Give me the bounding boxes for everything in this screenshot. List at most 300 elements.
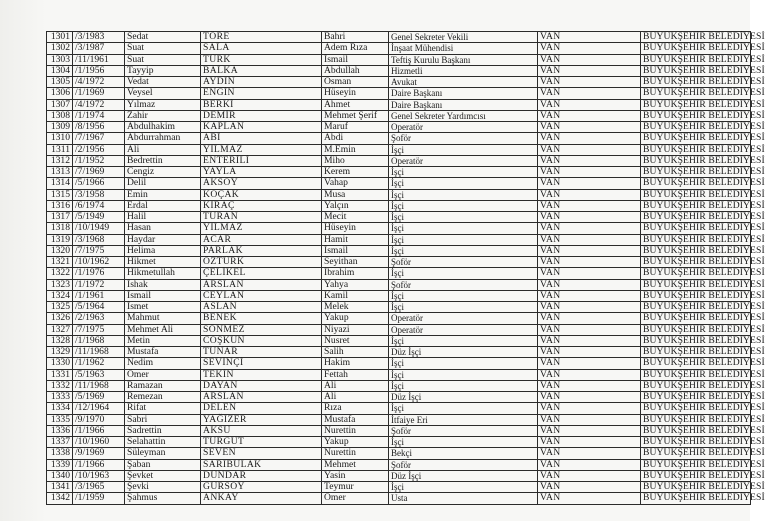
cell-row-number: 1305	[47, 77, 73, 88]
cell-job-title: Düz İşçi	[389, 347, 538, 358]
cell-city: VAN	[538, 77, 641, 88]
cell-first-name: Remezan	[125, 392, 201, 403]
cell-institution: BÜYÜKŞEHİR BELEDİYESİ	[641, 335, 751, 346]
cell-first-name: Nedim	[125, 358, 201, 369]
cell-first-name: Bedrettin	[125, 155, 201, 166]
cell-father-name: Ali	[322, 392, 389, 403]
cell-row-number: 1303	[47, 54, 73, 65]
cell-job-title: Avukat	[389, 77, 538, 88]
cell-surname: ENTERİLİ	[201, 155, 322, 166]
cell-first-name: Metin	[125, 335, 201, 346]
cell-job-title: İşçi	[389, 302, 538, 313]
cell-father-name: Nusret	[322, 335, 389, 346]
cell-birth-date: /4/1972	[73, 77, 125, 88]
cell-city: VAN	[538, 425, 641, 436]
cell-city: VAN	[538, 155, 641, 166]
cell-institution: BÜYÜKŞEHİR BELEDİYESİ	[641, 470, 751, 481]
cell-surname: ABI	[201, 133, 322, 144]
table-row	[47, 43, 751, 54]
table-row	[47, 133, 751, 144]
cell-father-name: Seyithan	[322, 257, 389, 268]
cell-city: VAN	[538, 448, 641, 459]
cell-city: VAN	[538, 200, 641, 211]
cell-father-name: Yasin	[322, 470, 389, 481]
cell-father-name: İsmail	[322, 54, 389, 65]
cell-institution: BÜYÜKŞEHİR BELEDİYESİ	[641, 493, 751, 504]
cell-city: VAN	[538, 268, 641, 279]
cell-row-number: 1319	[47, 234, 73, 245]
cell-job-title: Şoför	[389, 459, 538, 470]
cell-city: VAN	[538, 290, 641, 301]
cell-father-name: Melek	[322, 302, 389, 313]
cell-row-number: 1308	[47, 110, 73, 121]
cell-institution: BÜYÜKŞEHİR BELEDİYESİ	[641, 414, 751, 425]
cell-birth-date: /10/1962	[73, 257, 125, 268]
cell-birth-date: /7/1975	[73, 324, 125, 335]
cell-first-name: İsmet	[125, 302, 201, 313]
cell-birth-date: /1/1962	[73, 358, 125, 369]
cell-row-number: 1331	[47, 369, 73, 380]
cell-surname: TUNAR	[201, 347, 322, 358]
cell-father-name: Mehmet Şerif	[322, 110, 389, 121]
cell-row-number: 1325	[47, 302, 73, 313]
cell-city: VAN	[538, 335, 641, 346]
cell-birth-date: /2/1956	[73, 144, 125, 155]
cell-birth-date: /1/1966	[73, 425, 125, 436]
cell-first-name: Abdulhakim	[125, 122, 201, 133]
table-row	[47, 493, 751, 504]
cell-city: VAN	[538, 32, 641, 43]
cell-job-title: Teftiş Kurulu Başkanı	[389, 54, 538, 65]
table-row	[47, 279, 751, 290]
cell-first-name: Tayyip	[125, 65, 201, 76]
cell-institution: BÜYÜKŞEHİR BELEDİYESİ	[641, 212, 751, 223]
cell-surname: ENGİN	[201, 88, 322, 99]
cell-row-number: 1326	[47, 313, 73, 324]
cell-birth-date: /1/1966	[73, 459, 125, 470]
cell-birth-date: /7/1969	[73, 167, 125, 178]
table-row	[47, 459, 751, 470]
cell-row-number: 1323	[47, 279, 73, 290]
cell-first-name: Mahmut	[125, 313, 201, 324]
cell-job-title: Hizmetli	[389, 65, 538, 76]
cell-father-name: Yalçın	[322, 200, 389, 211]
cell-father-name: Nurettin	[322, 448, 389, 459]
cell-father-name: Hüseyin	[322, 223, 389, 234]
cell-institution: BÜYÜKŞEHİR BELEDİYESİ	[641, 54, 751, 65]
cell-row-number: 1332	[47, 380, 73, 391]
cell-surname: YAYLA	[201, 167, 322, 178]
cell-city: VAN	[538, 122, 641, 133]
cell-institution: BÜYÜKŞEHİR BELEDİYESİ	[641, 167, 751, 178]
cell-first-name: Hasan	[125, 223, 201, 234]
cell-first-name: Zahir	[125, 110, 201, 121]
cell-surname: SARIBULAK	[201, 459, 322, 470]
cell-surname: ARSLAN	[201, 392, 322, 403]
cell-city: VAN	[538, 470, 641, 481]
cell-surname: BERKİ	[201, 99, 322, 110]
table-row	[47, 414, 751, 425]
cell-first-name: Ömer	[125, 369, 201, 380]
cell-birth-date: /5/1964	[73, 302, 125, 313]
cell-institution: BÜYÜKŞEHİR BELEDİYESİ	[641, 279, 751, 290]
cell-birth-date: /11/1968	[73, 380, 125, 391]
cell-institution: BÜYÜKŞEHİR BELEDİYESİ	[641, 88, 751, 99]
cell-row-number: 1309	[47, 122, 73, 133]
cell-job-title: Operatör	[389, 122, 538, 133]
cell-surname: CEYLAN	[201, 290, 322, 301]
cell-first-name: Mustafa	[125, 347, 201, 358]
cell-row-number: 1335	[47, 414, 73, 425]
cell-institution: BÜYÜKŞEHİR BELEDİYESİ	[641, 290, 751, 301]
cell-city: VAN	[538, 347, 641, 358]
cell-city: VAN	[538, 99, 641, 110]
cell-institution: BÜYÜKŞEHİR BELEDİYESİ	[641, 234, 751, 245]
cell-birth-date: /3/1987	[73, 43, 125, 54]
table-row	[47, 313, 751, 324]
cell-first-name: Helima	[125, 245, 201, 256]
page-margin-shadow	[0, 0, 46, 521]
cell-institution: BÜYÜKŞEHİR BELEDİYESİ	[641, 459, 751, 470]
cell-institution: BÜYÜKŞEHİR BELEDİYESİ	[641, 347, 751, 358]
cell-job-title: İşçi	[389, 200, 538, 211]
cell-birth-date: /5/1963	[73, 369, 125, 380]
cell-city: VAN	[538, 358, 641, 369]
cell-row-number: 1324	[47, 290, 73, 301]
cell-institution: BÜYÜKŞEHİR BELEDİYESİ	[641, 65, 751, 76]
cell-father-name: Teymur	[322, 482, 389, 493]
cell-city: VAN	[538, 380, 641, 391]
cell-job-title: Şoför	[389, 279, 538, 290]
cell-job-title: İşçi	[389, 403, 538, 414]
cell-father-name: Abdullah	[322, 65, 389, 76]
cell-first-name: Şaban	[125, 459, 201, 470]
cell-first-name: Ali	[125, 144, 201, 155]
cell-city: VAN	[538, 54, 641, 65]
cell-birth-date: /10/1949	[73, 223, 125, 234]
cell-job-title: İşçi	[389, 380, 538, 391]
cell-job-title: Düz İşçi	[389, 470, 538, 481]
cell-row-number: 1339	[47, 459, 73, 470]
cell-surname: KAPLAN	[201, 122, 322, 133]
cell-birth-date: /3/1983	[73, 32, 125, 43]
cell-row-number: 1314	[47, 178, 73, 189]
cell-surname: YILMAZ	[201, 144, 322, 155]
table-row	[47, 54, 751, 65]
cell-birth-date: /1/1968	[73, 335, 125, 346]
cell-job-title: Operatör	[389, 155, 538, 166]
cell-institution: BÜYÜKŞEHİR BELEDİYESİ	[641, 200, 751, 211]
cell-city: VAN	[538, 223, 641, 234]
cell-first-name: Emin	[125, 189, 201, 200]
cell-surname: COŞKUN	[201, 335, 322, 346]
cell-surname: YAĞIZER	[201, 414, 322, 425]
table-body	[47, 31, 765, 505]
cell-birth-date: /1/1961	[73, 290, 125, 301]
cell-institution: BÜYÜKŞEHİR BELEDİYESİ	[641, 324, 751, 335]
cell-institution: BÜYÜKŞEHİR BELEDİYESİ	[641, 392, 751, 403]
cell-surname: ÖZTÜRK	[201, 257, 322, 268]
cell-first-name: Mehmet Ali	[125, 324, 201, 335]
cell-institution: BÜYÜKŞEHİR BELEDİYESİ	[641, 223, 751, 234]
cell-father-name: Mustafa	[322, 414, 389, 425]
cell-birth-date: /7/1967	[73, 133, 125, 144]
cell-surname: BENEK	[201, 313, 322, 324]
table-row	[47, 403, 751, 414]
cell-father-name: Yakup	[322, 437, 389, 448]
cell-city: VAN	[538, 437, 641, 448]
cell-first-name: Hikmet	[125, 257, 201, 268]
cell-city: VAN	[538, 302, 641, 313]
cell-first-name: Şevket	[125, 470, 201, 481]
cell-birth-date: /1/1972	[73, 279, 125, 290]
cell-father-name: Hamit	[322, 234, 389, 245]
cell-job-title: İşçi	[389, 178, 538, 189]
cell-father-name: Kerem	[322, 167, 389, 178]
cell-row-number: 1337	[47, 437, 73, 448]
cell-birth-date: /3/1958	[73, 189, 125, 200]
cell-institution: BÜYÜKŞEHİR BELEDİYESİ	[641, 32, 751, 43]
cell-institution: BÜYÜKŞEHİR BELEDİYESİ	[641, 425, 751, 436]
cell-row-number: 1333	[47, 392, 73, 403]
cell-row-number: 1322	[47, 268, 73, 279]
table-row	[47, 324, 751, 335]
cell-city: VAN	[538, 324, 641, 335]
cell-city: VAN	[538, 43, 641, 54]
cell-job-title: İşçi	[389, 268, 538, 279]
cell-institution: BÜYÜKŞEHİR BELEDİYESİ	[641, 133, 751, 144]
cell-birth-date: /11/1968	[73, 347, 125, 358]
cell-row-number: 1315	[47, 189, 73, 200]
cell-birth-date: /11/1961	[73, 54, 125, 65]
cell-city: VAN	[538, 144, 641, 155]
cell-birth-date: /1/1956	[73, 65, 125, 76]
cell-row-number: 1313	[47, 167, 73, 178]
cell-row-number: 1327	[47, 324, 73, 335]
cell-first-name: Sedat	[125, 32, 201, 43]
table-row	[47, 290, 751, 301]
cell-father-name: Vahap	[322, 178, 389, 189]
cell-job-title: Genel Sekreter Vekili	[389, 32, 538, 43]
cell-city: VAN	[538, 279, 641, 290]
cell-row-number: 1318	[47, 223, 73, 234]
cell-first-name: Haydar	[125, 234, 201, 245]
cell-surname: BALKA	[201, 65, 322, 76]
cell-father-name: Mehmet	[322, 459, 389, 470]
table-row	[47, 245, 751, 256]
cell-surname: GÜRSOY	[201, 482, 322, 493]
table-row	[47, 358, 751, 369]
cell-father-name: İsmail	[322, 245, 389, 256]
cell-institution: BÜYÜKŞEHİR BELEDİYESİ	[641, 380, 751, 391]
cell-first-name: Yılmaz	[125, 99, 201, 110]
cell-city: VAN	[538, 414, 641, 425]
cell-father-name: Salih	[322, 347, 389, 358]
cell-row-number: 1312	[47, 155, 73, 166]
cell-row-number: 1311	[47, 144, 73, 155]
cell-row-number: 1340	[47, 470, 73, 481]
table-row	[47, 448, 751, 459]
cell-surname: ASLAN	[201, 302, 322, 313]
cell-birth-date: /1/1976	[73, 268, 125, 279]
cell-institution: BÜYÜKŞEHİR BELEDİYESİ	[641, 482, 751, 493]
table-row	[47, 189, 751, 200]
table-row	[47, 470, 751, 481]
cell-surname: SEVİNÇİ	[201, 358, 322, 369]
cell-surname: TÖRE	[201, 32, 322, 43]
cell-institution: BÜYÜKŞEHİR BELEDİYESİ	[641, 155, 751, 166]
cell-institution: BÜYÜKŞEHİR BELEDİYESİ	[641, 43, 751, 54]
cell-job-title: İşçi	[389, 335, 538, 346]
cell-city: VAN	[538, 493, 641, 504]
cell-father-name: Adem Rıza	[322, 43, 389, 54]
cell-institution: BÜYÜKŞEHİR BELEDİYESİ	[641, 358, 751, 369]
cell-row-number: 1338	[47, 448, 73, 459]
cell-city: VAN	[538, 167, 641, 178]
cell-institution: BÜYÜKŞEHİR BELEDİYESİ	[641, 403, 751, 414]
cell-surname: ACAR	[201, 234, 322, 245]
cell-surname: SEVEN	[201, 448, 322, 459]
cell-row-number: 1341	[47, 482, 73, 493]
cell-birth-date: /1/1959	[73, 493, 125, 504]
cell-father-name: İbrahim	[322, 268, 389, 279]
cell-first-name: Suat	[125, 43, 201, 54]
cell-institution: BÜYÜKŞEHİR BELEDİYESİ	[641, 313, 751, 324]
cell-first-name: Şahmus	[125, 493, 201, 504]
cell-row-number: 1306	[47, 88, 73, 99]
cell-job-title: Daire Başkanı	[389, 88, 538, 99]
cell-row-number: 1316	[47, 200, 73, 211]
cell-surname: PARLAK	[201, 245, 322, 256]
cell-father-name: Yakup	[322, 313, 389, 324]
cell-birth-date: /3/1965	[73, 482, 125, 493]
table-row	[47, 369, 751, 380]
cell-surname: TURGUT	[201, 437, 322, 448]
cell-first-name: Abdurrahman	[125, 133, 201, 144]
cell-father-name: Ömer	[322, 493, 389, 504]
cell-institution: BÜYÜKŞEHİR BELEDİYESİ	[641, 448, 751, 459]
cell-institution: BÜYÜKŞEHİR BELEDİYESİ	[641, 122, 751, 133]
cell-first-name: Rifat	[125, 403, 201, 414]
cell-father-name: Niyazi	[322, 324, 389, 335]
cell-first-name: Veysel	[125, 88, 201, 99]
table-row	[47, 144, 751, 155]
cell-city: VAN	[538, 482, 641, 493]
cell-father-name: Hüseyin	[322, 88, 389, 99]
cell-institution: BÜYÜKŞEHİR BELEDİYESİ	[641, 189, 751, 200]
cell-row-number: 1329	[47, 347, 73, 358]
cell-birth-date: /2/1963	[73, 313, 125, 324]
cell-job-title: İşçi	[389, 167, 538, 178]
cell-job-title: Şoför	[389, 425, 538, 436]
cell-job-title: İtfaiye Eri	[389, 414, 538, 425]
table-row	[47, 200, 751, 211]
cell-surname: KIRAÇ	[201, 200, 322, 211]
cell-father-name: Nurettin	[322, 425, 389, 436]
cell-row-number: 1342	[47, 493, 73, 504]
cell-job-title: Şoför	[389, 133, 538, 144]
table-row	[47, 425, 751, 436]
cell-father-name: Yahya	[322, 279, 389, 290]
cell-institution: BÜYÜKŞEHİR BELEDİYESİ	[641, 302, 751, 313]
cell-job-title: İşçi	[389, 245, 538, 256]
table-row	[47, 99, 751, 110]
cell-surname: SÖNMEZ	[201, 324, 322, 335]
cell-job-title: Usta	[389, 493, 538, 504]
table-row	[47, 234, 751, 245]
cell-father-name: Musa	[322, 189, 389, 200]
table-row	[47, 88, 751, 99]
cell-first-name: Şevki	[125, 482, 201, 493]
cell-job-title: Operatör	[389, 313, 538, 324]
table-row	[47, 268, 751, 279]
cell-row-number: 1336	[47, 425, 73, 436]
cell-birth-date: /5/1949	[73, 212, 125, 223]
cell-father-name: Ahmet	[322, 99, 389, 110]
cell-institution: BÜYÜKŞEHİR BELEDİYESİ	[641, 437, 751, 448]
cell-row-number: 1301	[47, 32, 73, 43]
personnel-table	[46, 31, 765, 505]
cell-job-title: Bekçi	[389, 448, 538, 459]
cell-father-name: Mecit	[322, 212, 389, 223]
cell-first-name: Delil	[125, 178, 201, 189]
cell-job-title: İnşaat Mühendisi	[389, 43, 538, 54]
cell-surname: DÜNDAR	[201, 470, 322, 481]
cell-surname: YILMAZ	[201, 223, 322, 234]
cell-birth-date: /8/1956	[73, 122, 125, 133]
table-row	[47, 110, 751, 121]
cell-city: VAN	[538, 133, 641, 144]
cell-birth-date: /6/1974	[73, 200, 125, 211]
cell-surname: ARSLAN	[201, 279, 322, 290]
cell-row-number: 1302	[47, 43, 73, 54]
table-row	[47, 155, 751, 166]
cell-city: VAN	[538, 369, 641, 380]
cell-surname: KOÇAK	[201, 189, 322, 200]
cell-city: VAN	[538, 234, 641, 245]
cell-first-name: Vedat	[125, 77, 201, 88]
cell-city: VAN	[538, 178, 641, 189]
cell-birth-date: /10/1960	[73, 437, 125, 448]
cell-father-name: Maruf	[322, 122, 389, 133]
cell-city: VAN	[538, 245, 641, 256]
cell-father-name: M.Emin	[322, 144, 389, 155]
cell-first-name: Hikmetullah	[125, 268, 201, 279]
cell-first-name: Halil	[125, 212, 201, 223]
cell-city: VAN	[538, 110, 641, 121]
cell-birth-date: /5/1969	[73, 392, 125, 403]
table-row	[47, 335, 751, 346]
cell-birth-date: /9/1970	[73, 414, 125, 425]
table-row	[47, 178, 751, 189]
cell-first-name: Selahattin	[125, 437, 201, 448]
table-row	[47, 223, 751, 234]
cell-surname: SALA	[201, 43, 322, 54]
cell-institution: BÜYÜKŞEHİR BELEDİYESİ	[641, 268, 751, 279]
cell-city: VAN	[538, 257, 641, 268]
cell-institution: BÜYÜKŞEHİR BELEDİYESİ	[641, 178, 751, 189]
cell-surname: DELEN	[201, 403, 322, 414]
cell-surname: DAYAN	[201, 380, 322, 391]
cell-first-name: İsmail	[125, 290, 201, 301]
cell-institution: BÜYÜKŞEHİR BELEDİYESİ	[641, 77, 751, 88]
cell-job-title: İşçi	[389, 234, 538, 245]
cell-father-name: Ali	[322, 380, 389, 391]
table-row	[47, 380, 751, 391]
cell-job-title: Şoför	[389, 257, 538, 268]
cell-job-title: İşçi	[389, 144, 538, 155]
cell-row-number: 1307	[47, 99, 73, 110]
